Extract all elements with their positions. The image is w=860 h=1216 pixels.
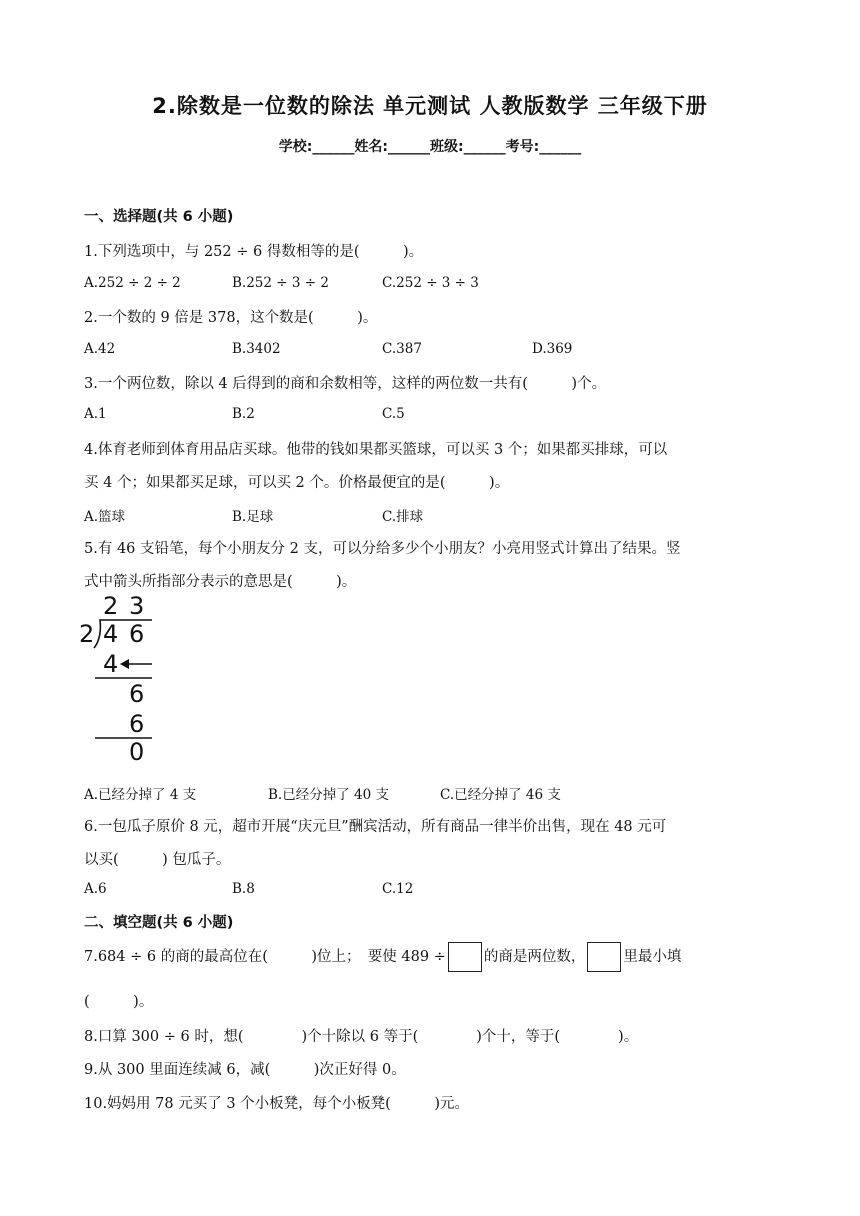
- arrow-icon: [120, 659, 152, 669]
- remainder-digit: 0: [129, 738, 145, 766]
- divisor: 2: [79, 620, 95, 648]
- school-field[interactable]: 学校:______: [278, 139, 355, 155]
- q5-option-b[interactable]: B.已经分掉了 40 支: [268, 787, 389, 803]
- name-field[interactable]: 姓名:______: [354, 139, 430, 155]
- question-9: 9.从 300 里面连续减 6，减( )次正好得 0。: [84, 1062, 406, 1078]
- step-second-product-digit: 6: [129, 710, 145, 738]
- student-info-line: [0, 136, 860, 156]
- question-7-part-3: 里最小填: [623, 949, 682, 965]
- q1-option-b[interactable]: B.252 ÷ 3 ÷ 2: [232, 275, 329, 291]
- question-5-line-2: 式中箭头所指部分表示的意思是( )。: [84, 574, 357, 590]
- quotient-digit-tens: 2: [103, 592, 119, 620]
- question-4-line-1: 4.体育老师到体育用品店买球。他带的钱如果都买篮球，可以买 3 个；如果都买排球，可以: [84, 442, 668, 458]
- question-2: 2.一个数的 9 倍是 378，这个数是( )。: [84, 310, 378, 326]
- question-6-line-2: 以买( ) 包瓜子。: [84, 852, 231, 868]
- q4-option-c[interactable]: C.排球: [382, 509, 424, 525]
- question-3: 3.一个两位数，除以 4 后得到的商和余数相等，这样的两位数一共有( )个。: [84, 376, 607, 392]
- q1-option-c[interactable]: C.252 ÷ 3 ÷ 3: [382, 275, 479, 291]
- dividend-digit-tens: 4: [103, 620, 119, 648]
- dividend-digit-ones: 6: [129, 620, 145, 648]
- q3-option-b[interactable]: B.2: [232, 406, 255, 422]
- section-heading-fill: 二、填空题(共 6 小题): [84, 915, 234, 931]
- q3-option-c[interactable]: C.5: [382, 406, 405, 422]
- q5-option-a[interactable]: A.已经分掉了 4 支: [84, 787, 197, 803]
- question-7-part-2: 的商是两位数，: [483, 949, 586, 965]
- step-bring-down-digit: 6: [129, 680, 145, 708]
- step-product-digit: 4: [103, 650, 119, 678]
- long-division-figure: [76, 588, 166, 768]
- q6-option-b[interactable]: B.8: [232, 881, 255, 897]
- question-7-line-2: ( )。: [84, 994, 154, 1010]
- q2-option-b[interactable]: B.3402: [232, 341, 281, 357]
- section-heading-choice: 一、选择题(共 6 小题): [84, 209, 234, 225]
- answer-box-1[interactable]: [448, 942, 482, 972]
- question-7: [84, 942, 681, 972]
- q3-option-a[interactable]: A.1: [84, 406, 107, 422]
- q2-option-a[interactable]: A.42: [84, 341, 116, 357]
- question-5-line-1: 5.有 46 支铅笔，每个小朋友分 2 支，可以分给多少个小朋友？小亮用竖式计算出了结果。竖: [84, 541, 681, 557]
- q5-option-c[interactable]: C.已经分掉了 46 支: [440, 787, 561, 803]
- question-8: 8.口算 300 ÷ 6 时，想( )个十除以 6 等于( )个十，等于( )。: [84, 1029, 639, 1045]
- q6-option-c[interactable]: C.12: [382, 881, 414, 897]
- exam-number-field[interactable]: 考号:______: [505, 139, 582, 155]
- question-6-line-1: 6.一包瓜子原价 8 元，超市开展“庆元旦”酬宾活动，所有商品一律半价出售，现在 48 元可: [84, 819, 667, 835]
- class-field[interactable]: 班级:______: [430, 139, 506, 155]
- q2-option-c[interactable]: C.387: [382, 341, 422, 357]
- answer-box-2[interactable]: [587, 942, 621, 972]
- question-7-part-1: 7.684 ÷ 6 的商的最高位在( )位上； 要使 489 ÷: [84, 949, 446, 965]
- quotient-digit-ones: 3: [129, 592, 145, 620]
- question-4-line-2: 买 4 个；如果都买足球，可以买 2 个。价格最便宜的是( )。: [84, 475, 510, 491]
- q2-option-d[interactable]: D.369: [532, 341, 573, 357]
- division-bracket-and-lines: [76, 588, 166, 768]
- question-1: 1.下列选项中，与 252 ÷ 6 得数相等的是( )。: [84, 244, 424, 260]
- q4-option-b[interactable]: B.足球: [232, 509, 274, 525]
- q6-option-a[interactable]: A.6: [84, 881, 107, 897]
- page-title: 2.除数是一位数的除法 单元测试 人教版数学 三年级下册: [152, 94, 708, 118]
- question-10: 10.妈妈用 78 元买了 3 个小板凳，每个小板凳( )元。: [84, 1096, 469, 1112]
- q1-option-a[interactable]: A.252 ÷ 2 ÷ 2: [84, 275, 181, 291]
- q4-option-a[interactable]: A.篮球: [84, 509, 126, 525]
